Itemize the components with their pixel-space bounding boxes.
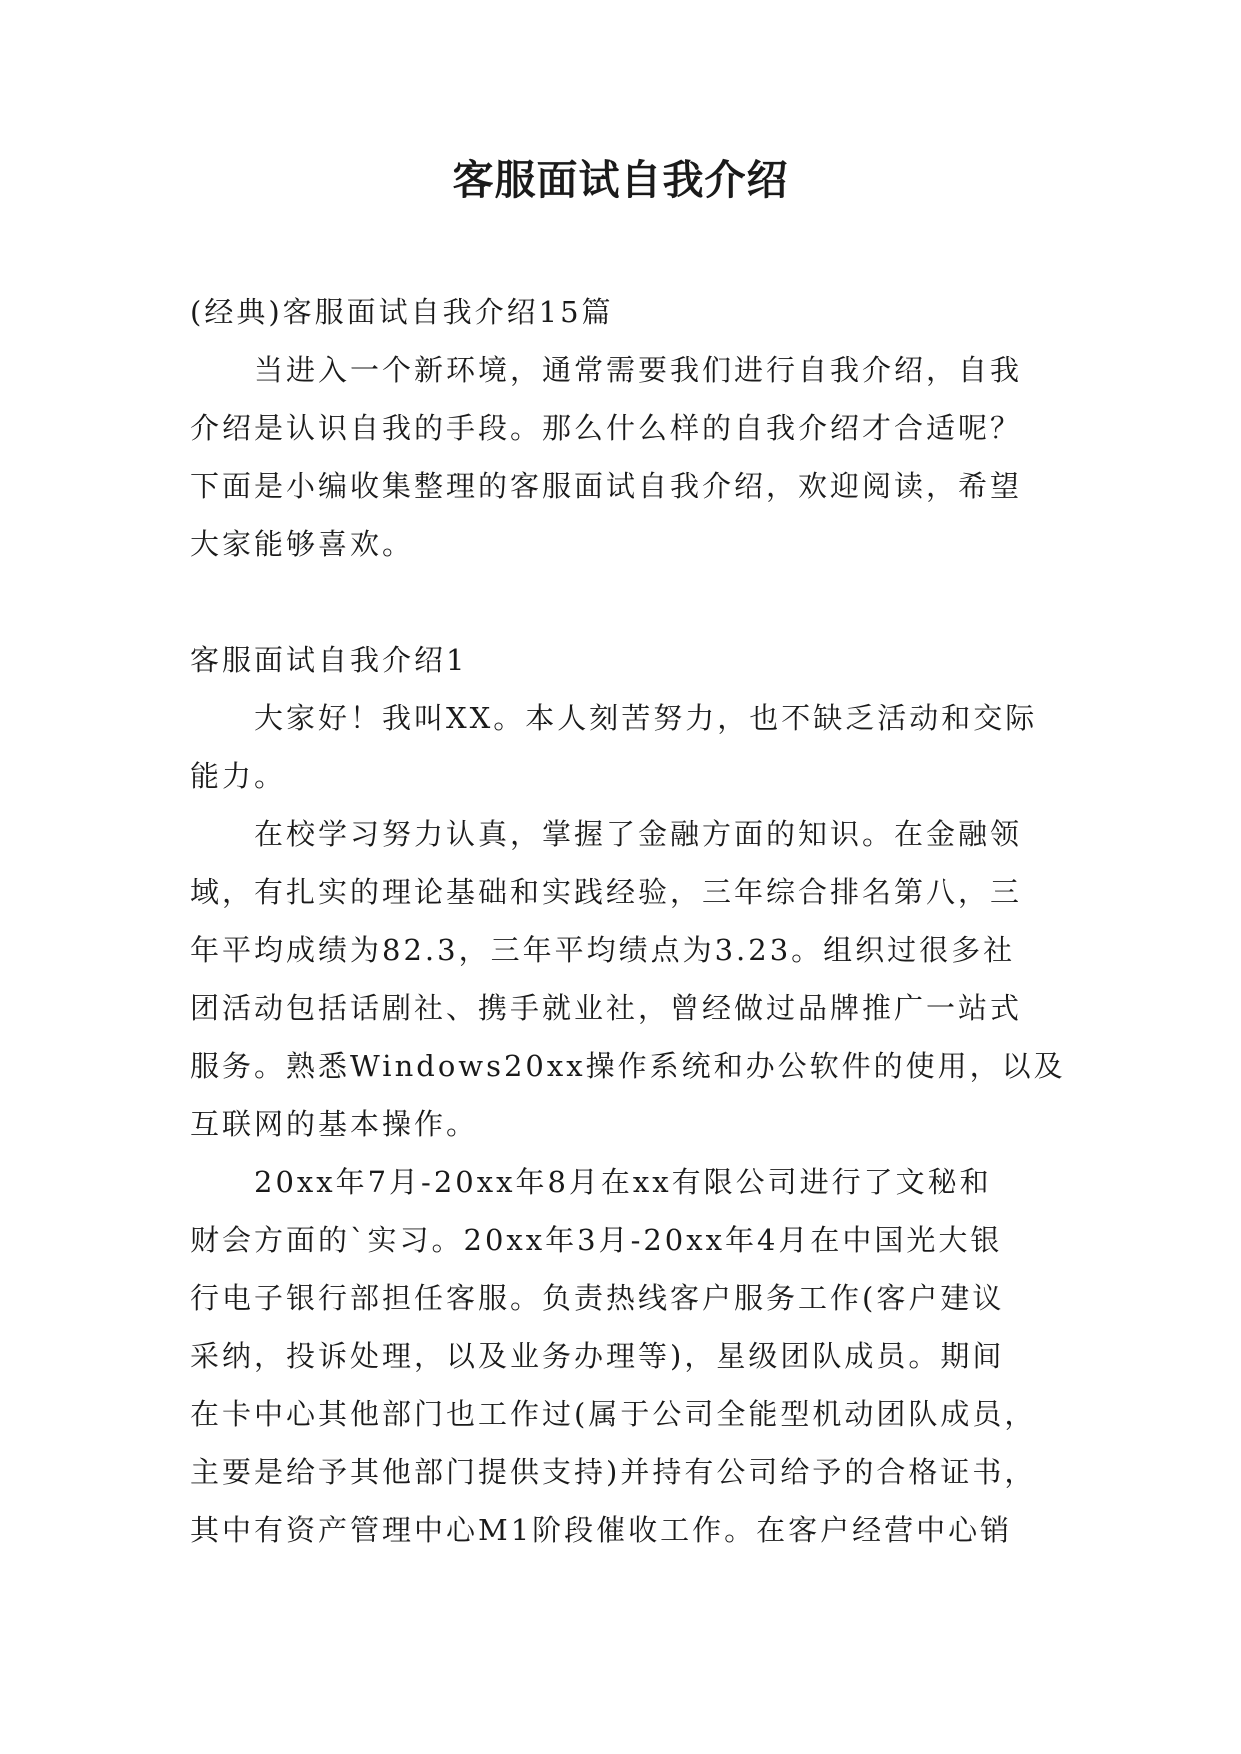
paragraph-line: 财会方面的`实习。20xx年3月-20xx年4月在中国光大银 [190,1223,1003,1257]
paragraph-line: 能力。 [190,759,287,793]
paragraph-line: 主要是给予其他部门提供支持)并持有公司给予的合格证书， [190,1455,1037,1489]
intro-line: 当进入一个新环境，通常需要我们进行自我介绍，自我 [254,353,1023,387]
paragraph-line: 其中有资产管理中心M1阶段催收工作。在客户经营中心销 [190,1513,1013,1547]
paragraph-line: 采纳，投诉处理，以及业务办理等)，星级团队成员。期间 [190,1339,1005,1373]
document-body [190,283,1066,1559]
document-subtitle: (经典)客服面试自我介绍15篇 [190,295,614,329]
intro-line: 下面是小编收集整理的客服面试自我介绍，欢迎阅读，希望 [190,469,1023,503]
paragraph-line: 在校学习努力认真，掌握了金融方面的知识。在金融领 [254,817,1023,851]
paragraph-line: 服务。熟悉Windows20xx操作系统和办公软件的使用，以及 [190,1049,1066,1083]
section-heading: 客服面试自我介绍1 [190,643,468,677]
paragraph-line: 在卡中心其他部门也工作过(属于公司全能型机动团队成员， [190,1397,1037,1431]
paragraph-line: 域，有扎实的理论基础和实践经验，三年综合排名第八，三 [190,875,1023,909]
paragraph-line: 行电子银行部担任客服。负责热线客户服务工作(客户建议 [190,1281,1005,1315]
paragraph-line: 年平均成绩为82.3，三年平均绩点为3.23。组织过很多社 [190,933,1016,967]
paragraph-line: 20xx年7月-20xx年8月在xx有限公司进行了文秘和 [254,1165,992,1199]
blank-line [190,573,1050,631]
intro-line: 介绍是认识自我的手段。那么什么样的自我介绍才合适呢？ [190,411,1023,445]
paragraph-line: 互联网的基本操作。 [190,1107,479,1141]
intro-line: 大家能够喜欢。 [190,527,415,561]
document-title: 客服面试自我介绍 [452,156,789,204]
paragraph-line: 团活动包括话剧社、携手就业社，曾经做过品牌推广一站式 [190,991,1023,1025]
paragraph-line: 大家好！我叫XX。本人刻苦努力，也不缺乏活动和交际 [254,701,1038,735]
